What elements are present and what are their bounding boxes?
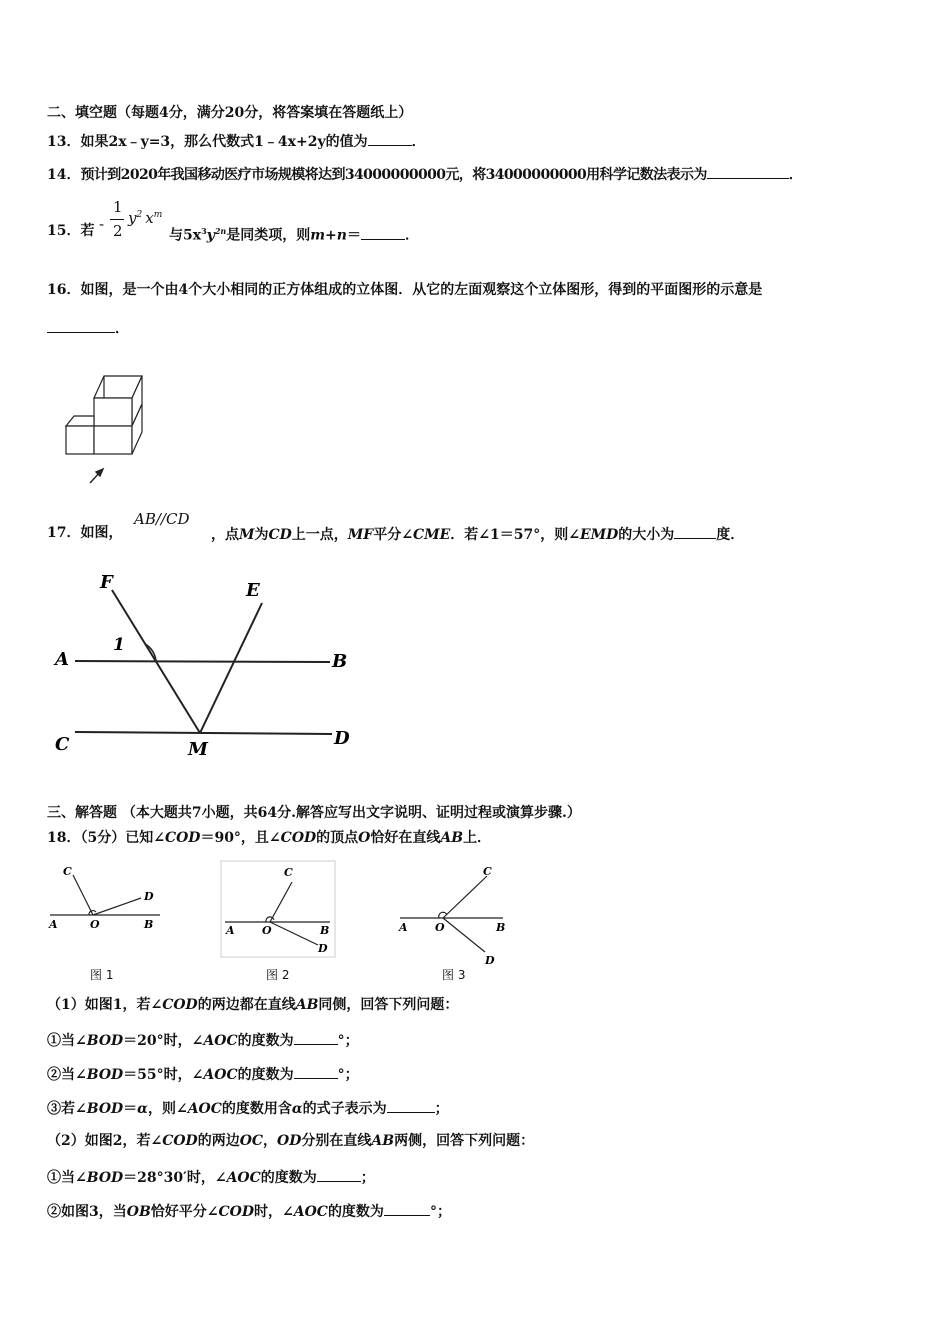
q15-number: 15． <box>47 223 81 239</box>
q18-t4: 恰好在直线 <box>370 830 441 846</box>
q17-label-C: C <box>55 734 70 755</box>
p1c-answer-blank[interactable] <box>387 1098 435 1113</box>
p1b-AOC: AOC <box>203 1067 238 1083</box>
p2-post: 分别在直线 <box>301 1133 372 1149</box>
p1-mid: 的两边都在直线 <box>197 997 296 1013</box>
q15-fraction-denominator: 2 <box>113 222 123 240</box>
p1c-val: ＝ <box>123 1101 138 1117</box>
p1c-post2: 的式子表示为 <box>302 1101 387 1117</box>
q15-exp-3: 3 <box>201 226 207 236</box>
q13-end: ． <box>411 134 426 150</box>
q16-text: 如图，是一个由4个大小相同的正方体组成的立体图．从它的左面观察这个立体图形，得到的平面图形的示意是 <box>80 282 763 298</box>
p2b-answer-blank[interactable] <box>384 1201 430 1216</box>
f1-label-A: A <box>49 918 58 931</box>
p1a-end: °； <box>337 1033 359 1049</box>
q16-answer-blank[interactable] <box>47 318 115 333</box>
q18-t1: （5分）已知∠ <box>80 830 165 846</box>
p2a-pre: ①当∠ <box>47 1170 87 1186</box>
q18-part-2 <box>47 1132 534 1150</box>
f2-label-B: B <box>320 924 330 937</box>
p1c-alpha: α <box>137 1101 148 1117</box>
p2a-post: 的度数为 <box>260 1170 317 1186</box>
p2a-end: ； <box>360 1170 375 1186</box>
q18-COD: COD <box>164 830 201 846</box>
q17-geometry-figure <box>50 570 360 765</box>
q15-exp-2: 2 <box>136 210 143 220</box>
f1-label-B: B <box>144 918 154 931</box>
p1b-end: °； <box>337 1067 359 1083</box>
q15-answer-blank[interactable] <box>361 225 405 240</box>
q18-1b <box>47 1064 359 1084</box>
p2-COD: COD <box>162 1133 198 1149</box>
p1c-post: 的度数用含 <box>221 1101 292 1117</box>
q17-t5: ．若∠1＝57°，则∠ <box>450 527 580 543</box>
question-17-rest <box>211 524 744 544</box>
question-16-line2 <box>47 318 129 338</box>
p1c-alpha2: α <box>291 1101 303 1117</box>
q18-t5: 上． <box>463 830 492 846</box>
q18-part-1 <box>47 996 458 1014</box>
p1b-post: 的度数为 <box>237 1067 294 1083</box>
q18-1a <box>47 1030 359 1050</box>
p2a-AOC: AOC <box>226 1170 261 1186</box>
f1-label-C: C <box>63 865 72 878</box>
p2b-mid: 恰好平分∠ <box>150 1204 219 1220</box>
q14-answer-blank[interactable] <box>707 164 789 179</box>
q17-answer-blank[interactable] <box>674 524 716 539</box>
q17-EMD: EMD <box>579 527 619 543</box>
q15-eq: ＝ <box>346 227 361 244</box>
q18-2b <box>47 1201 451 1221</box>
p1-COD: COD <box>162 997 198 1013</box>
q17-parallel-notation: AB//CD <box>134 510 190 528</box>
p2a-val: ＝28°30′时，∠ <box>123 1170 227 1186</box>
f2-label-D: D <box>318 942 328 955</box>
q15-var-y: y <box>128 209 137 227</box>
p1-AB: AB <box>295 997 319 1013</box>
p1b-val: ＝55°时，∠ <box>123 1067 204 1083</box>
p2b-AOC: AOC <box>293 1204 328 1220</box>
fig-3-caption: 图 3 <box>442 968 466 982</box>
q16-end: ． <box>115 321 129 337</box>
f2-label-A: A <box>226 924 235 937</box>
p2b-COD: COD <box>218 1204 254 1220</box>
q17-number: 17． <box>47 525 81 541</box>
q14-end: ． <box>788 167 803 183</box>
q16-cube-figure <box>60 370 150 490</box>
q14-text: 预计到2020年我国移动医疗市场规模将达到34000000000元，将34000000000用科学记数法表示为 <box>80 167 707 183</box>
q15-fraction-bar <box>110 219 124 220</box>
q15-expression <box>99 198 169 244</box>
p1a-answer-blank[interactable] <box>294 1030 338 1045</box>
p2-comma: ， <box>263 1133 278 1149</box>
q18-1c <box>47 1098 449 1118</box>
question-15 <box>47 222 94 240</box>
f3-label-A: A <box>399 921 408 934</box>
section-3-header: 三、解答题 （本大题共7小题，共64分.解答应写出文字说明、证明过程或演算步骤.） <box>47 805 581 821</box>
q18-COD2: COD <box>280 830 317 846</box>
q18-figure-3 <box>395 860 515 965</box>
q15-var-y2: y <box>206 227 215 244</box>
q16-number: 16． <box>47 282 81 298</box>
p2b-OB: OB <box>126 1204 151 1220</box>
q15-var-x: x <box>145 209 154 227</box>
q17-t3: 上一点， <box>291 527 348 543</box>
question-18 <box>47 829 491 847</box>
p1c-AOC: AOC <box>187 1101 222 1117</box>
p2b-post: 时，∠ <box>254 1204 294 1220</box>
f1-label-D: D <box>144 890 154 903</box>
q17-label-B: B <box>332 651 348 672</box>
p1-pre: （1）如图1，若∠ <box>47 997 163 1013</box>
q17-label-A: A <box>55 649 69 670</box>
q14-number: 14． <box>47 167 81 183</box>
q17-label-E: E <box>246 580 260 601</box>
q18-2a <box>47 1167 375 1187</box>
p2-post2: 两侧，回答下列问题： <box>394 1133 535 1149</box>
f3-label-D: D <box>485 954 495 967</box>
q18-t3: 的顶点 <box>316 830 359 846</box>
q17-label-D: D <box>334 728 350 749</box>
q17-label-F: F <box>100 572 113 593</box>
q17-MF: MF <box>347 527 374 543</box>
q17-t4: 平分∠ <box>373 527 413 543</box>
fig-2-caption: 图 2 <box>266 968 290 982</box>
question-14 <box>47 164 803 184</box>
p1a-val: ＝20°时，∠ <box>123 1033 204 1049</box>
p2b-end: °； <box>429 1204 451 1220</box>
question-15-rest <box>169 222 419 245</box>
f2-label-O: O <box>262 924 272 937</box>
f3-label-O: O <box>435 921 445 934</box>
q15-minus: - <box>99 215 105 233</box>
view-direction-arrow <box>90 469 103 483</box>
p2-OD: OD <box>277 1133 302 1149</box>
p2a-answer-blank[interactable] <box>317 1167 361 1182</box>
q17-label-M: M <box>188 739 208 760</box>
q18-figure-2 <box>220 860 340 960</box>
p1c-pre: ③若∠ <box>47 1101 87 1117</box>
q18-figure-1 <box>45 860 165 940</box>
q17-pre: 如图， <box>80 525 123 541</box>
q15-post: 是同类项，则 <box>226 227 311 244</box>
q15-pre: 若 <box>80 223 95 239</box>
q17-t1: ，点 <box>211 527 239 543</box>
p1a-pre: ①当∠ <box>47 1033 87 1049</box>
question-17 <box>47 524 122 542</box>
f1-label-O: O <box>90 918 100 931</box>
q15-mid: 与5x <box>169 227 202 244</box>
f2-label-C: C <box>284 866 293 879</box>
q15-fraction-numerator: 1 <box>113 198 123 216</box>
p1c-BOD: BOD <box>86 1101 124 1117</box>
question-16 <box>47 281 762 299</box>
q17-label-angle-1: 1 <box>113 635 125 655</box>
p1a-BOD: BOD <box>86 1033 124 1049</box>
p1c-end: ； <box>434 1101 449 1117</box>
q15-end: ． <box>404 227 419 244</box>
p2b-pre: ②如图3，当 <box>47 1204 127 1220</box>
fig-1-caption: 图 1 <box>90 968 114 982</box>
q17-M: M <box>239 527 255 543</box>
p1c-mid: ，则∠ <box>147 1101 188 1117</box>
p1b-pre: ②当∠ <box>47 1067 87 1083</box>
p1a-post: 的度数为 <box>237 1033 294 1049</box>
p2a-BOD: BOD <box>86 1170 124 1186</box>
q17-CME: CME <box>412 527 451 543</box>
p1a-AOC: AOC <box>203 1033 238 1049</box>
p2-OC: OC <box>239 1133 264 1149</box>
p2-AB: AB <box>371 1133 395 1149</box>
p1b-BOD: BOD <box>86 1067 124 1083</box>
q15-mn: m+n <box>310 227 347 244</box>
p1b-answer-blank[interactable] <box>294 1064 338 1079</box>
f3-label-C: C <box>483 865 492 878</box>
q13-answer-blank[interactable] <box>368 131 412 146</box>
q18-O: O <box>358 830 371 846</box>
question-13 <box>47 131 426 151</box>
q13-text: 如果2x﹣y=3，那么代数式1﹣4x+2y的值为 <box>80 134 368 150</box>
q18-t2: ＝90°，且∠ <box>200 830 281 846</box>
p2-pre: （2）如图2，若∠ <box>47 1133 163 1149</box>
f3-label-B: B <box>496 921 506 934</box>
q17-t2: 为 <box>254 527 269 543</box>
p2-mid: 的两边 <box>197 1133 240 1149</box>
q17-CD: CD <box>268 527 292 543</box>
q15-exp-2n: 2n <box>214 226 227 236</box>
q18-AB: AB <box>440 830 464 846</box>
p1-post: 同侧，回答下列问题： <box>318 997 459 1013</box>
q13-number: 13． <box>47 134 81 150</box>
section-2-header: 二、填空题（每题4分，满分20分，将答案填在答题纸上） <box>47 105 413 121</box>
q15-exp-m: m <box>153 210 163 220</box>
q18-number: 18． <box>47 830 81 846</box>
q17-t6: 的大小为 <box>618 527 675 543</box>
p2b-post2: 的度数为 <box>327 1204 384 1220</box>
q17-end: 度． <box>716 527 745 543</box>
